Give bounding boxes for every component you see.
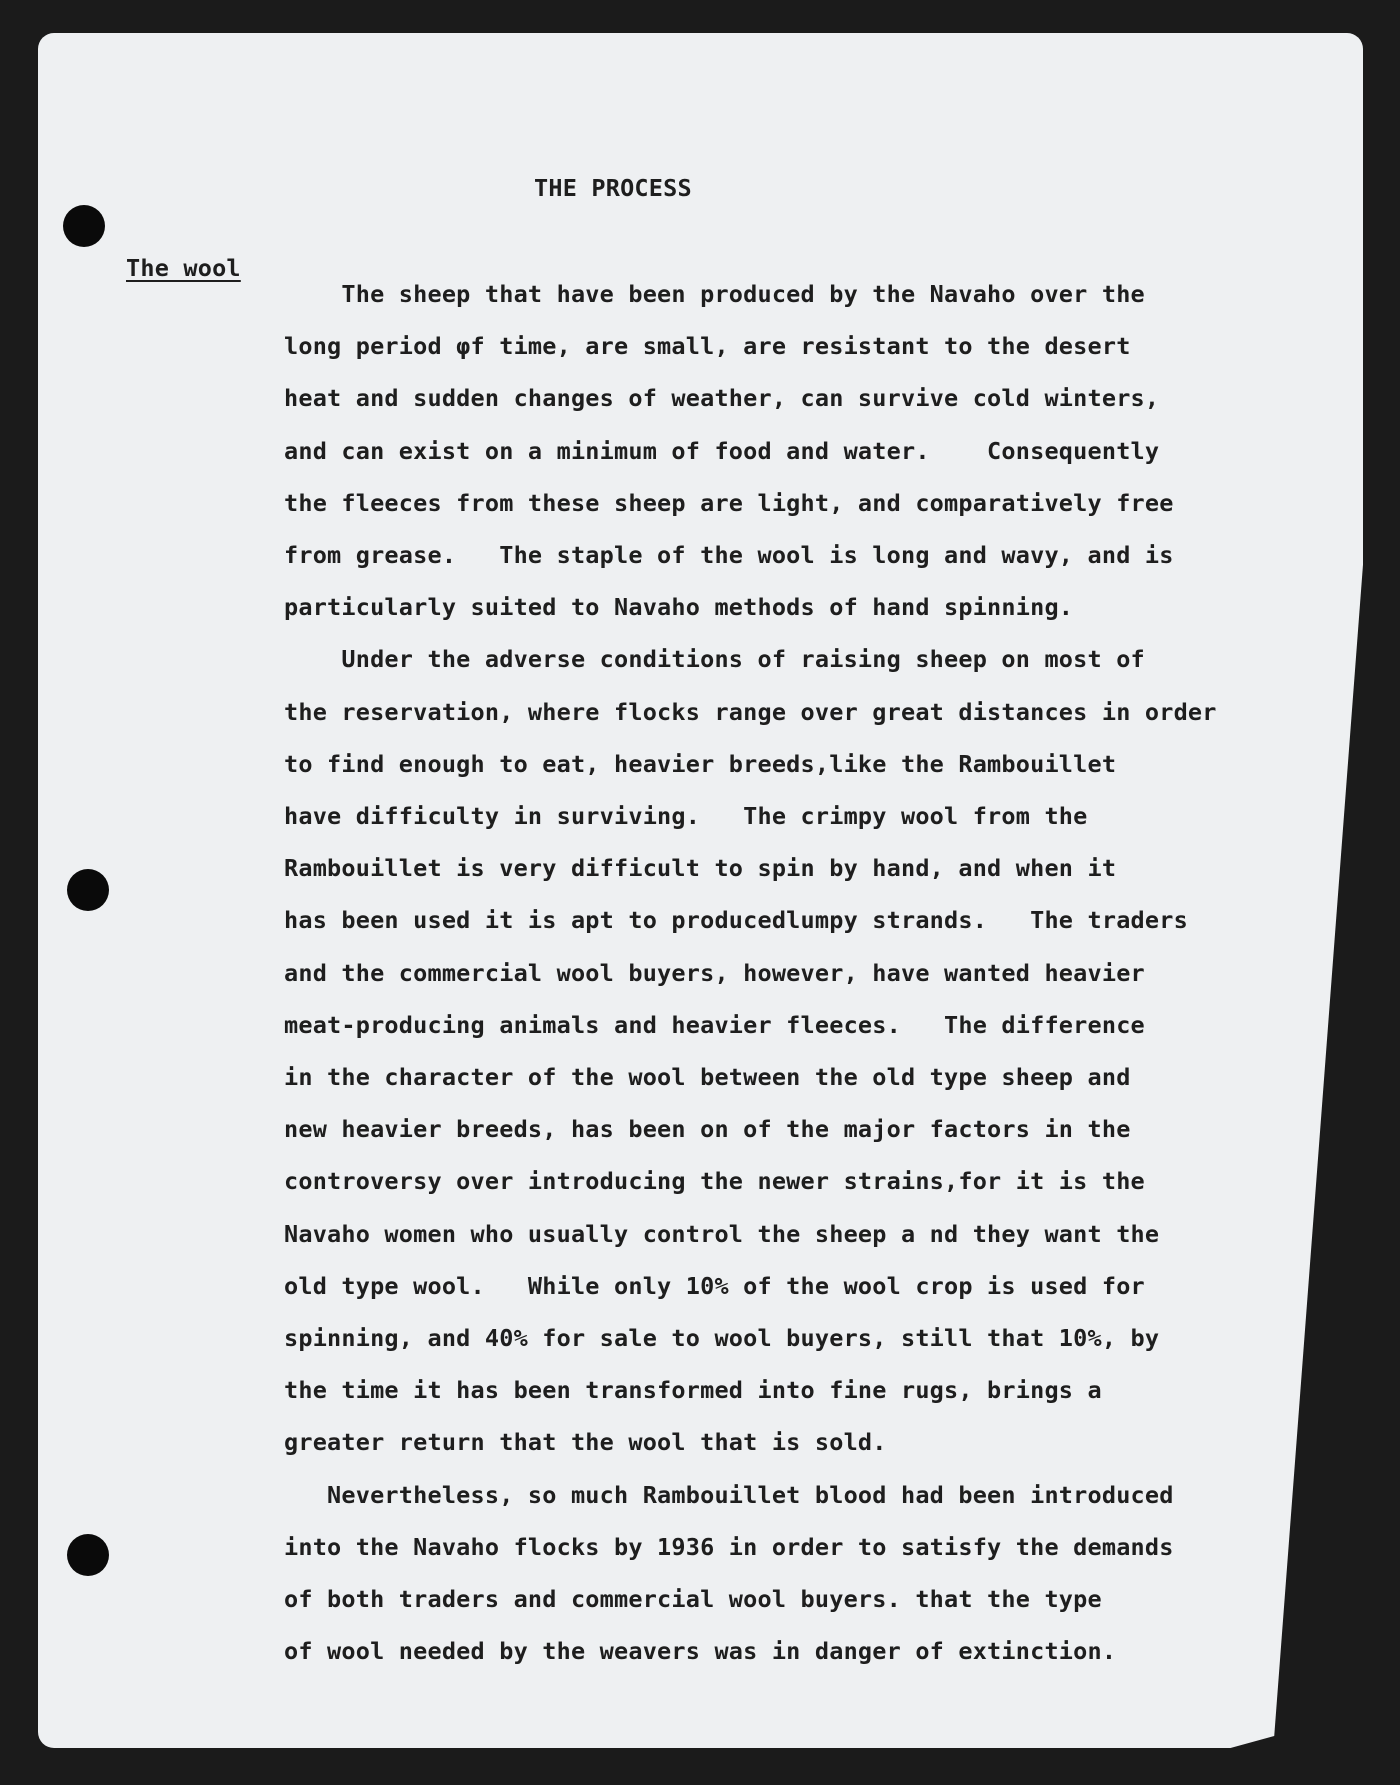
text-line: spinning, and 40% for sale to wool buyers, still that 10%, by [284, 1324, 1160, 1352]
text-line: in the character of the wool between the old type sheep and [284, 1063, 1131, 1091]
text-line: has been used it is apt to producedlumpy strands. The traders [284, 906, 1188, 934]
binder-hole-middle [67, 869, 109, 911]
text-line: and the commercial wool buyers, however, have wanted heavier [284, 959, 1145, 987]
text-line: Under the adverse conditions of raising sheep on most of [284, 645, 1145, 673]
text-line: the fleeces from these sheep are light, and comparatively free [284, 489, 1174, 517]
text-line: of wool needed by the weavers was in danger of extinction. [284, 1637, 1117, 1665]
text-line: meat-producing animals and heavier fleeces. The difference [284, 1011, 1145, 1039]
text-line: particularly suited to Navaho methods of hand spinning. [284, 593, 1074, 621]
text-line: long period φf time, are small, are resistant to the desert [284, 332, 1131, 360]
side-heading: The wool [126, 254, 241, 282]
text-line: the reservation, where flocks range over great distances in order [284, 698, 1217, 726]
text-line: the time it has been transformed into fine rugs, brings a [284, 1376, 1102, 1404]
text-line: of both traders and commercial wool buyers. that the type [284, 1585, 1102, 1613]
text-line: controversy over introducing the newer strains,for it is the [284, 1167, 1145, 1195]
text-line: from grease. The staple of the wool is long and wavy, and is [284, 541, 1174, 569]
text-line: to find enough to eat, heavier breeds,like the Rambouillet [284, 750, 1117, 778]
text-line: Navaho women who usually control the sheep a nd they want the [284, 1220, 1160, 1248]
binder-hole-bottom [67, 1534, 109, 1576]
text-line: old type wool. While only 10% of the wool crop is used for [284, 1272, 1145, 1300]
text-line: into the Navaho flocks by 1936 in order to satisfy the demands [284, 1533, 1174, 1561]
text-line: Nevertheless, so much Rambouillet blood had been introduced [284, 1481, 1174, 1509]
page-title: THE PROCESS [534, 174, 692, 202]
text-line: new heavier breeds, has been on of the major factors in the [284, 1115, 1131, 1143]
text-line: The sheep that have been produced by the Navaho over the [284, 280, 1145, 308]
text-line: have difficulty in surviving. The crimpy wool from the [284, 802, 1088, 830]
text-line: Rambouillet is very difficult to spin by hand, and when it [284, 854, 1117, 882]
text-line: greater return that the wool that is sold. [284, 1428, 887, 1456]
text-line: heat and sudden changes of weather, can survive cold winters, [284, 384, 1160, 412]
text-line: and can exist on a minimum of food and water. Consequently [284, 437, 1160, 465]
binder-hole-top [63, 205, 105, 247]
